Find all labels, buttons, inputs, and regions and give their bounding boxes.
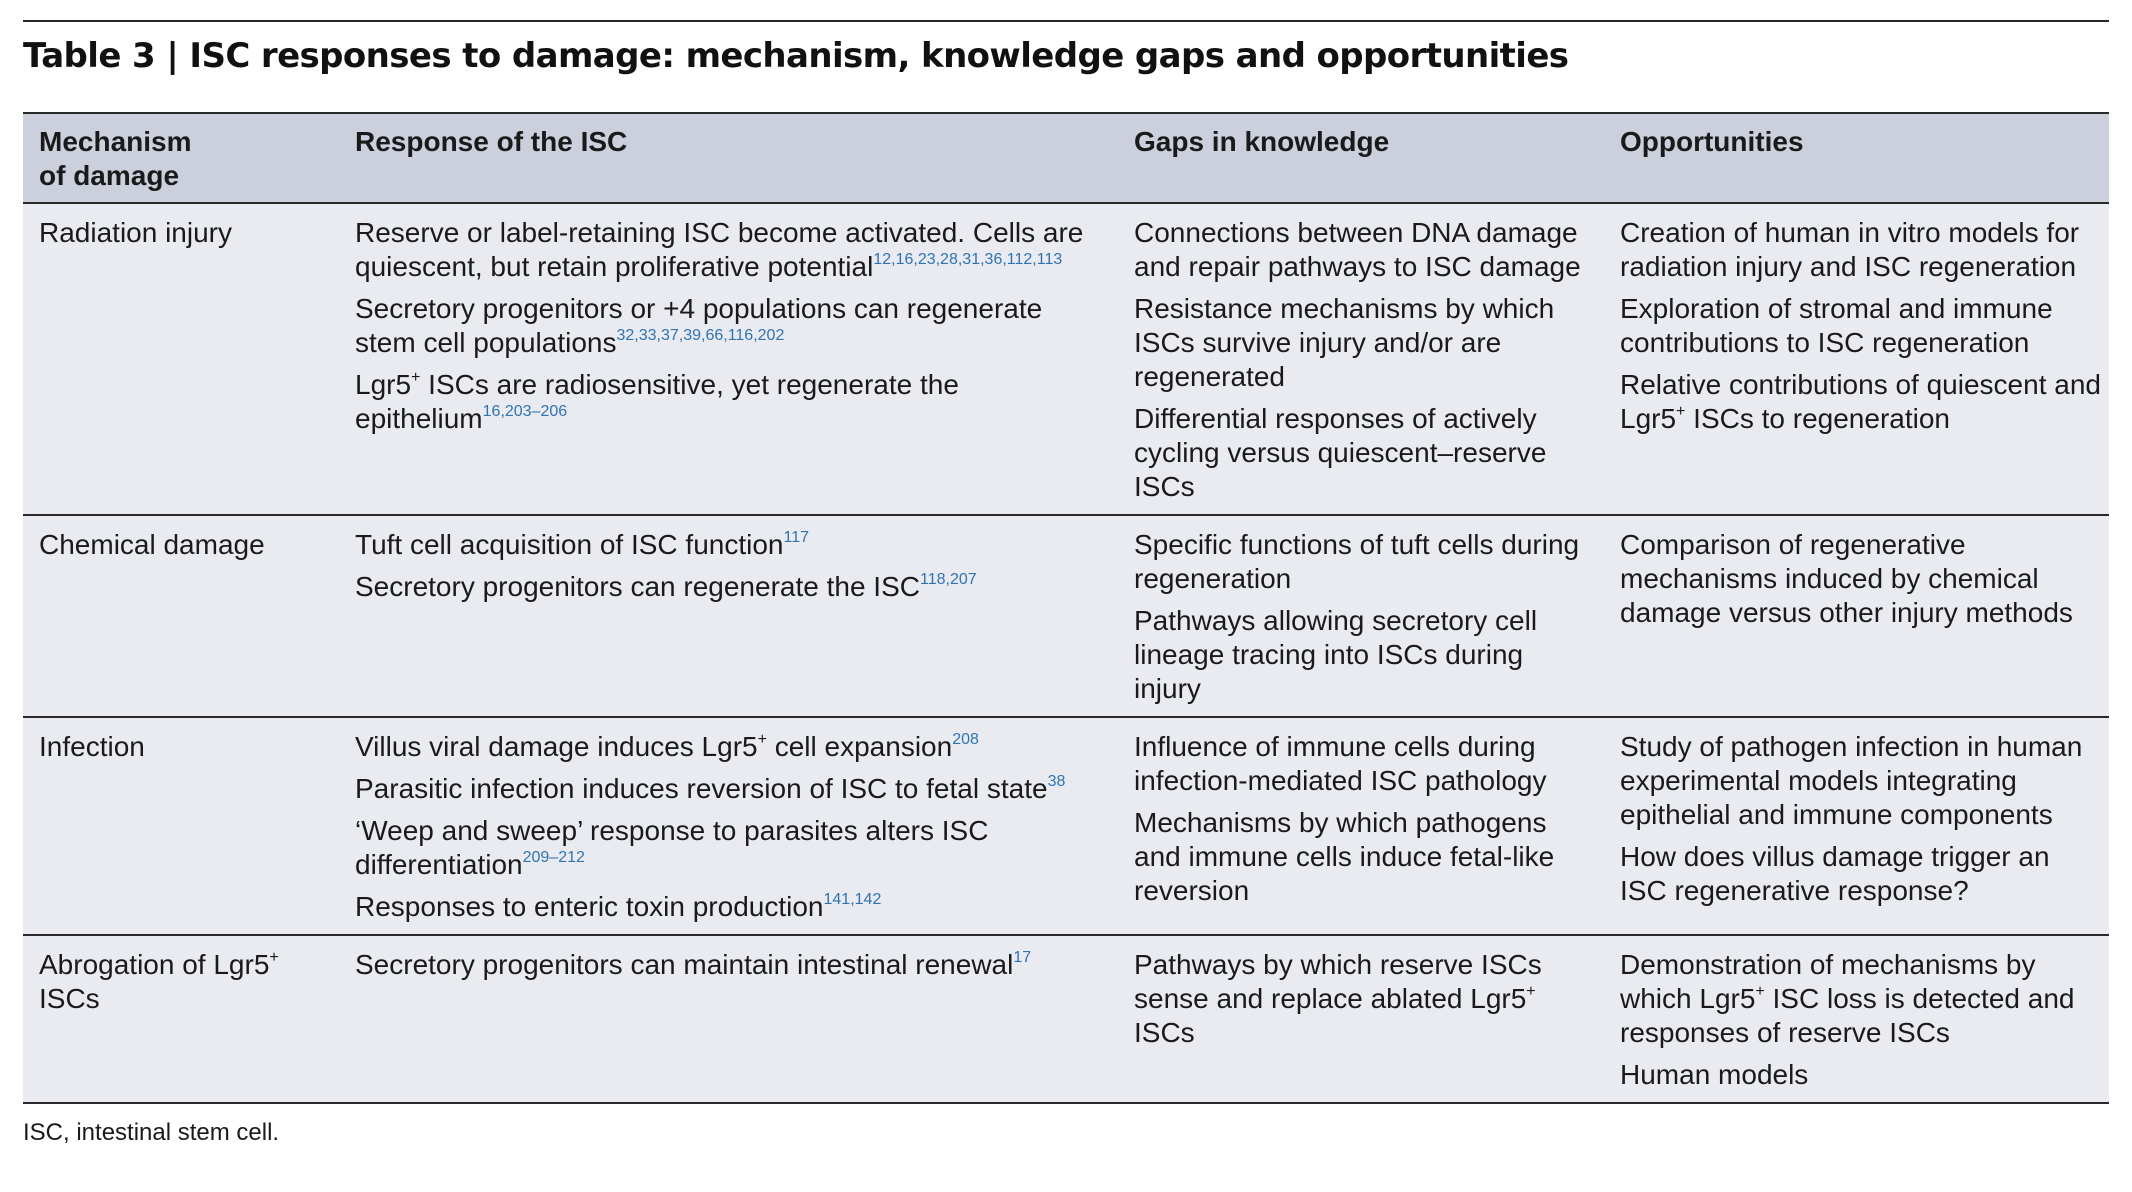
- list-item: Specific functions of tuft cells during regeneration: [1134, 529, 1580, 594]
- citation-ref: 141,142: [823, 891, 882, 908]
- cell-gaps: [1118, 515, 1604, 717]
- cell-response: [339, 717, 1118, 935]
- header-response: Response of the ISC: [339, 113, 1118, 203]
- item-text: Tuft cell acquisition of ISC function: [355, 529, 784, 560]
- list-item: [355, 216, 1110, 284]
- cell-gaps: [1118, 935, 1604, 1103]
- cell-gaps: [1118, 203, 1604, 515]
- cell-mechanism: [23, 203, 339, 515]
- list-item: Differential responses of actively cycling versus quiescent–reserve ISCs: [1134, 403, 1547, 502]
- cell-response: [339, 935, 1118, 1103]
- list-item: [355, 292, 1110, 360]
- item-text: ISCs are radiosensitive, yet regenerate the epithelium: [355, 369, 959, 434]
- cell-mechanism: [23, 717, 339, 935]
- list-item: Creation of human in vitro models for radiation injury and ISC regeneration: [1620, 217, 2080, 282]
- mechanism-label: Chemical damage: [39, 529, 265, 560]
- item-text: cell expansion: [766, 731, 953, 762]
- item-text: Abrogation of Lgr5: [39, 949, 270, 980]
- table-figure: [23, 20, 2109, 1148]
- citation-ref: 209–212: [522, 849, 585, 866]
- list-item: [355, 814, 1110, 882]
- item-text: Pathways by which reserve ISCs sense and replace ablated Lgr5: [1134, 949, 1542, 1014]
- cell-gaps: [1118, 717, 1604, 935]
- list-item: Connections between DNA damage and repair pathways to ISC damage: [1134, 217, 1581, 282]
- cell-response: [339, 515, 1118, 717]
- cell-mechanism: [23, 515, 339, 717]
- citation-ref: 118,207: [919, 571, 977, 588]
- item-text: Parasitic infection induces reversion of ISC to fetal state: [355, 773, 1048, 804]
- plus-sup: +: [1676, 403, 1686, 420]
- item-text: Villus viral damage induces Lgr5: [355, 731, 758, 762]
- item-text: ISCs: [1134, 1017, 1195, 1048]
- citation-ref: 208: [952, 731, 979, 748]
- table-title: Table 3 | ISC responses to damage: mechanism, knowledge gaps and opportunities: [23, 36, 1569, 76]
- list-item: [355, 772, 1110, 806]
- list-item: Influence of immune cells during infection-mediated ISC pathology: [1134, 731, 1547, 796]
- list-item: [355, 528, 1110, 562]
- list-item: [355, 368, 1110, 436]
- header-mechanism-line2: of damage: [39, 160, 180, 191]
- item-text: ISCs to regeneration: [1685, 403, 1950, 434]
- item-text: Reserve or label-retaining ISC become activated. Cells are quiescent, but retain proliferative potential: [355, 217, 1084, 282]
- table-row-radiation: [23, 203, 2109, 515]
- citation-ref: 38: [1047, 773, 1066, 790]
- cell-opportunities: [1604, 935, 2109, 1103]
- citation-ref: 17: [1013, 949, 1032, 966]
- mechanism-label: [39, 949, 279, 1014]
- header-opportunities: Opportunities: [1604, 113, 2109, 203]
- citation-ref: 12,16,23,28,31,36,112,113: [873, 251, 1063, 268]
- list-item: Human models: [1620, 1059, 1809, 1090]
- citation-ref: 117: [783, 529, 810, 546]
- item-text: ‘Weep and sweep’ response to parasites alters ISC differentiation: [355, 815, 989, 880]
- cell-opportunities: [1604, 515, 2109, 717]
- plus-sup: +: [757, 731, 767, 748]
- header-gaps: Gaps in knowledge: [1118, 113, 1604, 203]
- plus-sup: +: [269, 949, 279, 966]
- list-item: [355, 570, 1110, 604]
- list-item: How does villus damage trigger an ISC regenerative response?: [1620, 841, 2050, 906]
- item-text: Lgr5: [355, 369, 412, 400]
- mechanism-label: Infection: [39, 731, 145, 762]
- item-text: Demonstration of mechanisms by which Lgr5: [1620, 949, 2036, 1014]
- item-text: ISC loss is detected and responses of reserve ISCs: [1620, 983, 2075, 1048]
- table-header-row: [23, 113, 2109, 203]
- list-item: Mechanisms by which pathogens and immune cells induce fetal-like reversion: [1134, 807, 1555, 906]
- plus-sup: +: [411, 369, 421, 386]
- citation-ref: 32,33,37,39,66,116,202: [616, 327, 785, 344]
- cell-opportunities: [1604, 717, 2109, 935]
- plus-sup: +: [1526, 983, 1536, 1000]
- top-rule: [23, 20, 2109, 22]
- list-item: [1620, 948, 2101, 1050]
- mechanism-label: Radiation injury: [39, 217, 232, 248]
- list-item: [1134, 948, 1596, 1050]
- header-mechanism-line1: Mechanism: [39, 126, 192, 157]
- list-item: Comparison of regenerative mechanisms induced by chemical damage versus other injury methods: [1620, 529, 2073, 628]
- list-item: Pathways allowing secretory cell lineage tracing into ISCs during injury: [1134, 605, 1538, 704]
- header-mechanism: [23, 113, 339, 203]
- plus-sup: +: [1755, 983, 1765, 1000]
- list-item: [355, 730, 1110, 764]
- cell-opportunities: [1604, 203, 2109, 515]
- item-text: Secretory progenitors can maintain intestinal renewal: [355, 949, 1014, 980]
- table-row-abrogation: [23, 935, 2109, 1103]
- item-text: Relative contributions of quiescent and Lgr5: [1620, 369, 2101, 434]
- item-text: ISCs: [39, 983, 100, 1014]
- isc-damage-table: [23, 112, 2109, 1104]
- table-footnote: ISC, intestinal stem cell.: [23, 1119, 280, 1146]
- cell-response: [339, 203, 1118, 515]
- item-text: Secretory progenitors can regenerate the ISC: [355, 571, 920, 602]
- citation-ref: 16,203–206: [482, 403, 568, 420]
- list-item: [355, 948, 1110, 982]
- list-item: Exploration of stromal and immune contributions to ISC regeneration: [1620, 293, 2053, 358]
- item-text: Secretory progenitors or +4 populations can regenerate stem cell populations: [355, 293, 1043, 358]
- cell-mechanism: [23, 935, 339, 1103]
- item-text: Responses to enteric toxin production: [355, 891, 824, 922]
- table-row-infection: [23, 717, 2109, 935]
- list-item: Study of pathogen infection in human experimental models integrating epithelial and immune components: [1620, 731, 2083, 830]
- table-row-chemical: [23, 515, 2109, 717]
- list-item: Resistance mechanisms by which ISCs survive injury and/or are regenerated: [1134, 293, 1555, 392]
- list-item: [355, 890, 1110, 924]
- list-item: [1620, 368, 2101, 436]
